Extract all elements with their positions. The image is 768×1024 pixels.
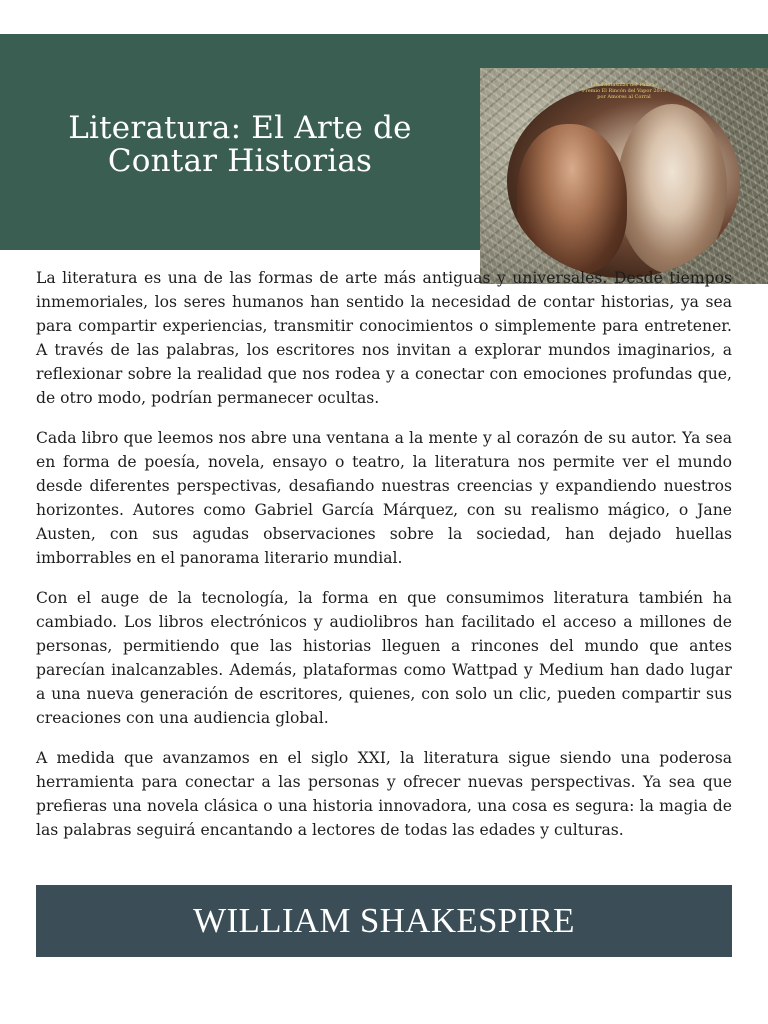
hero-caption-line-3: por Amores al Corral [597,94,651,100]
hero-image-portrait [507,84,740,278]
header-banner [0,34,768,250]
hero-caption-line-2: Premio El Rincón del Vapor 2013 [581,88,667,94]
page-title-line-2: Contar Historias [107,143,373,179]
article-paragraph: La literatura es una de las formas de arte más antiguas y universales. Desde tiempos inmemoriales, los seres humanos han sentido la necesidad de contar historias, ya sea para compartir experiencias, transmitir conocimientos o simplemente para entretener. A través de las palabras, los escritores nos invitan a explorar mundos imaginarios, a reflexionar sobre la realidad que nos rodea y a conectar con emociones profundas que, de otro modo, podrían permanecer ocultas. [36,269,732,407]
author-name: WILLIAM SHAKESPIRE [193,901,575,940]
page-title-line-1: Literatura: El Arte de [68,110,412,146]
author-banner [36,885,732,957]
hero-caption-line-1: Los Fantasmas del Palacio [590,82,658,88]
article-paragraph: Con el auge de la tecnología, la forma en que consumimos literatura también ha cambiado. Los libros electrónicos y audiolibros han facilitado el acceso a millones de personas, permitiendo que las historias lleguen a rincones del mundo que antes parecían inalcanzables. Además, plataformas como Wattpad y Medium han dado lugar a una nueva generación de escritores, quienes, con solo un clic, pueden compartir sus creaciones con una audiencia global. [36,589,732,727]
page-title [0,112,480,178]
article-paragraph: Cada libro que leemos nos abre una ventana a la mente y al corazón de su autor. Ya sea en forma de poesía, novela, ensayo o teatro, la literatura nos permite ver el mundo desde diferentes perspectivas, desafiando nuestras creencias y expandiendo nuestros horizontes. Autores como Gabriel García Márquez, con su realismo mágico, o Jane Austen, con sus agudas observaciones sobre la sociedad, han dejado huellas imborrables en el panorama literario mundial. [36,429,732,567]
hero-image-caption [480,82,768,100]
hero-image [480,68,768,284]
article-paragraph: A medida que avanzamos en el siglo XXI, la literatura sigue siendo una poderosa herramienta para conectar a las personas y ofrecer nuevas perspectivas. Ya sea que prefieras una novela clásica o una historia innovadora, una cosa es segura: la magia de las palabras seguirá encantando a lectores de todas las edades y culturas. [36,749,732,839]
hero-figure-woman [617,104,727,274]
hero-figure-man [517,124,627,274]
article-body [36,266,732,858]
